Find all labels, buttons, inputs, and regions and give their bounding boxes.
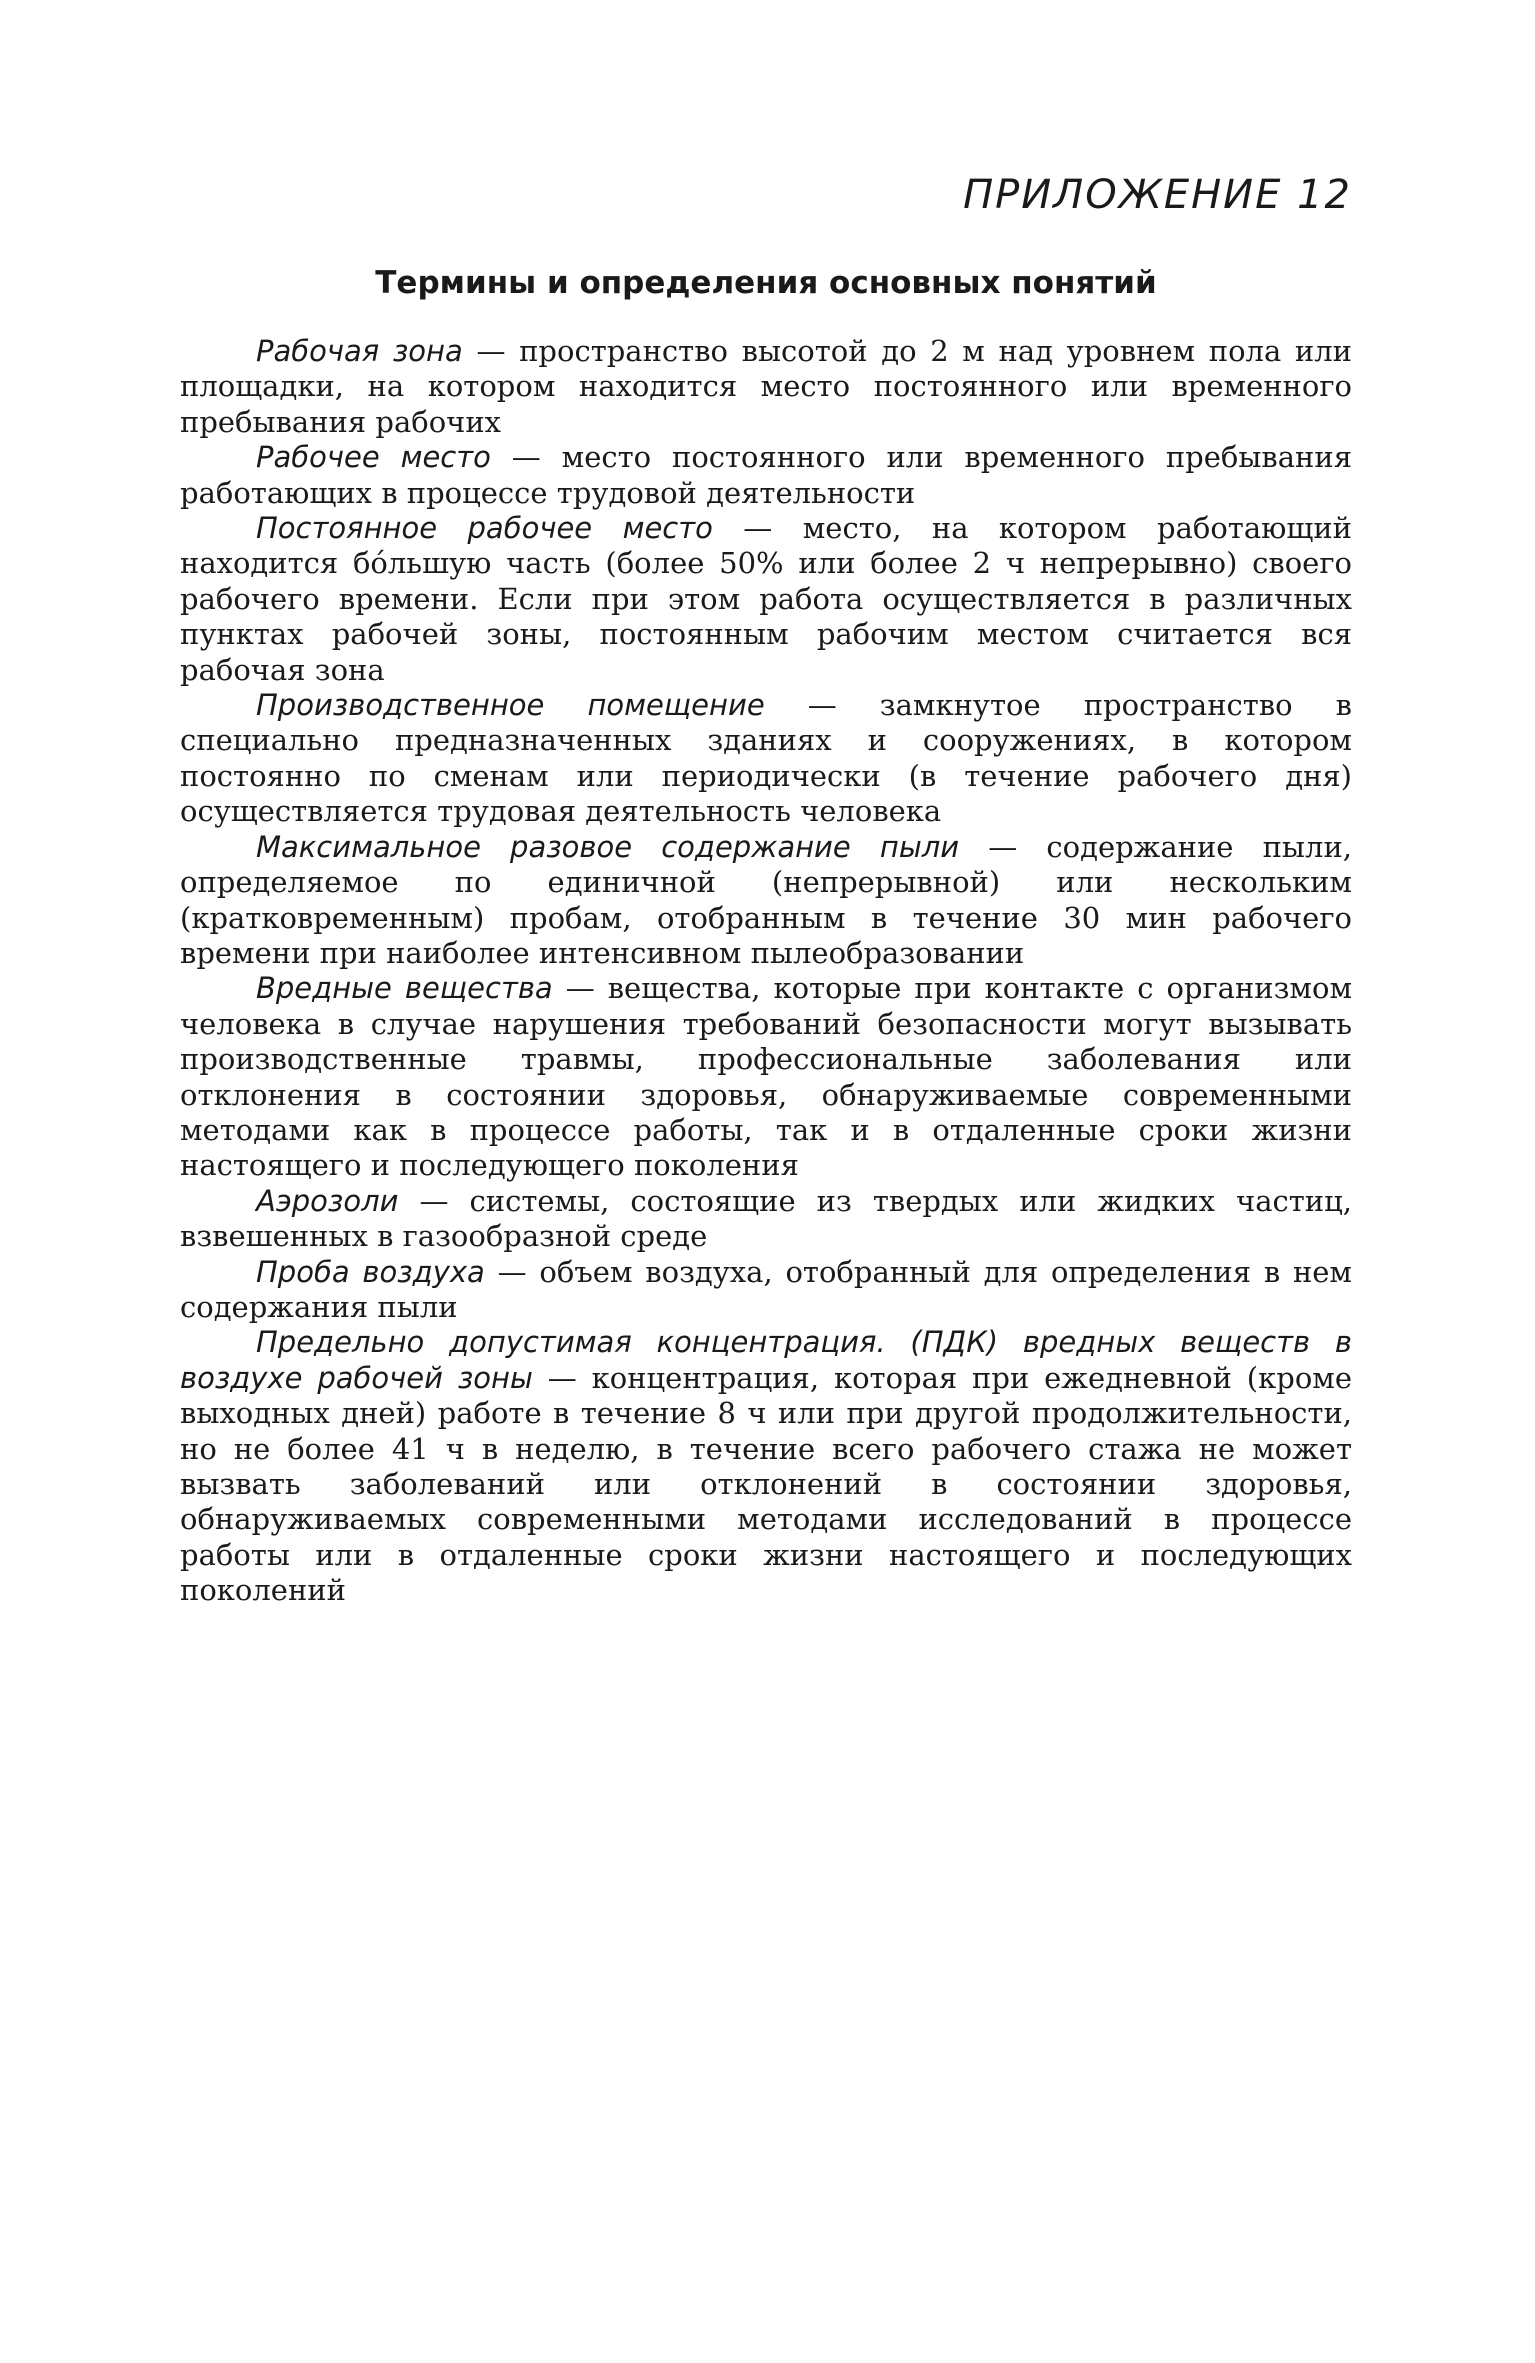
document-page <box>180 0 1352 2363</box>
term-entry <box>180 511 1352 688</box>
term-definition: — объем воздуха, отобранный для определения в нем содержания пыли <box>180 1254 1352 1324</box>
terms-list <box>180 334 1352 1609</box>
term-name: Аэрозоли <box>256 1183 399 1218</box>
term-name: Вредные вещества <box>256 971 553 1006</box>
term-name: Производственное помещение <box>256 688 765 723</box>
term-name: Проба воздуха <box>256 1254 485 1289</box>
term-definition: — концентрация, которая при ежедневной (кроме выходных дней) работе в течение 8 ч или при другой продолжительности, но не более 41 ч в неделю, в течение всего рабочего стажа не может вызвать заболеваний или отклонений в состоянии здоровья, обнаруживаемых современными методами исследований в процессе работы или в отдаленные сроки жизни настоящего и последующих поколений <box>180 1360 1352 1608</box>
term-entry <box>180 830 1352 972</box>
term-name: Предельно допустимая концентрация. (ПДК) вредных веществ в воздухе рабочей зоны <box>180 1325 1352 1395</box>
term-entry <box>180 1184 1352 1255</box>
term-definition: — вещества, которые при контакте с организмом человека в случае нарушения требований безопасности могут вызывать производственные травмы, профессиональные заболевания или отклонения в состоянии здоровья, обнаруживаемые современными методами как в процессе работы, так и в отдаленные сроки жизни настоящего и последующего поколения <box>180 971 1353 1183</box>
term-entry <box>180 1325 1352 1608</box>
term-name: Рабочее место <box>256 440 491 475</box>
term-definition: — содержание пыли, определяемое по единичной (непрерывной) или нескольким (кратковременным) пробам, отобранным в течение 30 мин рабочего времени при наиболее интенсивном пылеобразовании <box>180 829 1352 970</box>
term-definition: — место, на котором работающий находится бо́льшую часть (более 50% или более 2 ч непрерывно) своего рабочего времени. Если при этом работа осуществляется в различных пунктах рабочей зоны, постоянным рабочим местом считается вся рабочая зона <box>180 511 1352 687</box>
term-entry <box>180 440 1352 511</box>
term-entry <box>180 971 1352 1183</box>
appendix-label: ПРИЛОЖЕНИЕ 12 <box>963 172 1352 218</box>
term-name: Рабочая зона <box>256 334 463 368</box>
term-entry <box>180 688 1352 830</box>
term-entry <box>180 334 1352 440</box>
term-name: Постоянное рабочее место <box>256 511 713 546</box>
term-definition: — системы, состоящие из твердых или жидких частиц, взвешенных в газообразной среде <box>180 1183 1352 1254</box>
term-name: Максимальное разовое содержание пыли <box>256 829 960 864</box>
term-definition: — пространство высотой до 2 м над уровнем пола или площадки, на котором находится место постоянного или временного пребывания рабочих <box>180 334 1352 439</box>
term-definition: — место постоянного или временного пребывания работающих в процессе трудовой деятельности <box>180 440 1352 510</box>
term-entry <box>180 1255 1352 1326</box>
term-definition: — замкнутое пространство в специально предназначенных зданиях и сооружениях, в котором постоянно по сменам или периодически (в течение рабочего дня) осуществляется трудовая деятельность человека <box>180 688 1352 829</box>
page-title: Термины и определения основных понятий <box>375 265 1157 301</box>
